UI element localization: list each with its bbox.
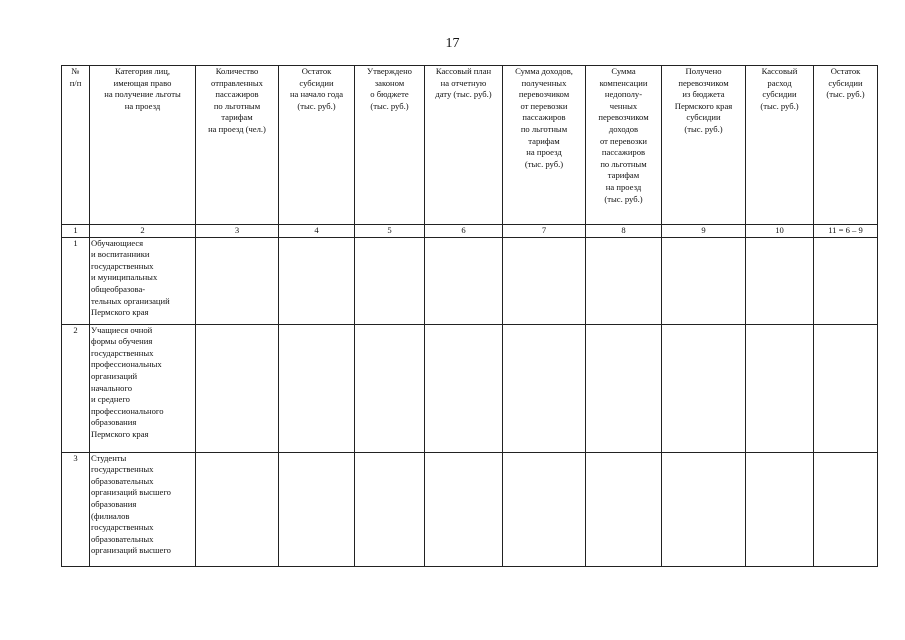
category-line: и муниципальных — [91, 272, 158, 283]
category-line: общеобразова- — [91, 283, 146, 294]
table-row — [62, 324, 878, 452]
empty-cell — [814, 452, 878, 566]
header-line: Категория лиц, — [114, 66, 171, 76]
empty-cell — [279, 237, 355, 324]
column-number: 5 — [355, 225, 425, 238]
category-line: Пермского края — [91, 428, 149, 439]
column-number: 2 — [90, 225, 196, 238]
header-line: Сумма доходов, — [515, 66, 573, 76]
category-line: государственных — [91, 464, 154, 475]
header-line: о бюджете — [370, 89, 409, 100]
empty-cell — [746, 452, 814, 566]
empty-cell — [503, 324, 586, 452]
column-number: 3 — [196, 225, 279, 238]
category-line: Обучающиеся — [91, 237, 144, 248]
header-line: (тыс. руб.) — [524, 158, 564, 169]
category-line: образовательных — [91, 533, 154, 544]
category-line: образования — [91, 498, 137, 509]
category-cell — [90, 324, 196, 452]
header-cell — [279, 66, 355, 225]
empty-cell — [662, 452, 746, 566]
category-line: и воспитанники — [91, 249, 150, 260]
header-line: Остаток — [301, 66, 332, 76]
column-number: 4 — [279, 225, 355, 238]
empty-cell — [814, 324, 878, 452]
empty-cell — [355, 324, 425, 452]
header-line: на проезд — [605, 181, 642, 192]
empty-cell — [586, 237, 662, 324]
row-number: 1 — [62, 237, 90, 324]
category-line: образовательных — [91, 475, 154, 486]
header-line: по льготным — [213, 100, 261, 111]
header-line: (тыс. руб.) — [604, 193, 643, 204]
header-line: субсидии — [299, 77, 334, 88]
header-line: тарифам — [607, 170, 640, 181]
header-line: полученных — [521, 77, 567, 88]
empty-cell — [279, 324, 355, 452]
header-line: на отчетную — [440, 77, 487, 88]
category-line: организаций высшего — [91, 487, 171, 498]
header-line: тарифам — [528, 135, 560, 146]
header-line: субсидии — [828, 77, 863, 88]
category-line: и среднего — [91, 394, 130, 405]
header-line: от перевозки — [520, 100, 568, 111]
column-number: 8 — [586, 225, 662, 238]
category-line: государственных — [91, 260, 154, 271]
header-line: (тыс. руб.) — [297, 100, 336, 111]
header-cell — [746, 66, 814, 225]
header-line: на получение льготы — [104, 89, 181, 100]
table-row — [62, 237, 878, 324]
header-cell — [90, 66, 196, 225]
header-line: пассажиров — [601, 147, 646, 158]
header-line: на проезд (чел.) — [208, 123, 266, 134]
empty-cell — [355, 237, 425, 324]
empty-cell — [279, 452, 355, 566]
header-line: недополу- — [604, 89, 643, 100]
category-line: формы обучения — [91, 336, 153, 347]
header-line: на проезд — [526, 147, 562, 158]
header-cell — [62, 66, 90, 225]
empty-cell — [662, 237, 746, 324]
category-line: государственных — [91, 522, 154, 533]
header-line: отправленных — [211, 77, 263, 88]
header-line: на начало года — [289, 89, 344, 100]
header-line: № — [71, 66, 80, 76]
category-line: (филиалов — [91, 510, 130, 521]
header-line: (тыс. руб.) — [760, 100, 799, 111]
empty-cell — [355, 452, 425, 566]
header-line: расход — [767, 77, 792, 88]
empty-cell — [425, 452, 503, 566]
header-line: имеющая право — [113, 77, 172, 88]
header-line: Сумма — [611, 66, 636, 76]
category-line: начального — [91, 382, 132, 393]
header-line: дату (тыс. руб.) — [435, 89, 492, 100]
category-line: Студенты — [91, 452, 127, 463]
empty-cell — [425, 324, 503, 452]
empty-cell — [425, 237, 503, 324]
header-line: перевозчиком — [518, 89, 570, 100]
empty-cell — [503, 237, 586, 324]
page-number: 17 — [445, 36, 460, 51]
column-number: 6 — [425, 225, 503, 238]
category-line: профессиональных — [91, 359, 162, 370]
category-line: организаций — [91, 370, 138, 381]
header-cell — [196, 66, 279, 225]
column-number: 1 — [62, 225, 90, 238]
header-line: по льготным — [520, 123, 568, 134]
header-line: (тыс. руб.) — [684, 123, 723, 134]
header-line: Количество — [215, 66, 259, 76]
header-line: Кассовый — [761, 66, 798, 76]
header-cell — [662, 66, 746, 225]
header-cell — [503, 66, 586, 225]
column-number: 7 — [503, 225, 586, 238]
column-number-row — [62, 225, 878, 238]
header-line: Остаток — [830, 66, 861, 76]
header-line: перевозчиком — [598, 112, 649, 123]
header-line: по льготным — [600, 158, 647, 169]
category-line: образования — [91, 417, 137, 428]
category-line: профессионального — [91, 405, 164, 416]
header-cell — [425, 66, 503, 225]
category-line: тельных организаций — [91, 295, 170, 306]
header-cell — [355, 66, 425, 225]
category-line: организаций высшего — [91, 545, 171, 556]
category-line: Учащиеся очной — [91, 324, 153, 335]
header-line: п/п — [69, 77, 82, 88]
header-line: (тыс. руб.) — [826, 89, 865, 100]
header-line: Пермского края — [674, 100, 733, 111]
header-line: пассажиров — [215, 89, 259, 100]
empty-cell — [586, 452, 662, 566]
column-number: 9 — [662, 225, 746, 238]
header-line: Утверждено — [367, 66, 412, 76]
header-line: субсидии — [762, 89, 797, 100]
empty-cell — [196, 324, 279, 452]
category-line: государственных — [91, 347, 154, 358]
header-cell — [814, 66, 878, 225]
empty-cell — [503, 452, 586, 566]
header-line: на проезд — [124, 100, 161, 111]
header-line: компенсации — [599, 77, 648, 88]
header-line: перевозчиком — [678, 77, 729, 88]
empty-cell — [814, 237, 878, 324]
header-line: Кассовый план — [435, 66, 492, 76]
category-cell — [90, 452, 196, 566]
empty-cell — [196, 452, 279, 566]
header-line: Получено — [685, 66, 722, 76]
header-row — [62, 66, 878, 225]
header-cell — [586, 66, 662, 225]
row-number: 2 — [62, 324, 90, 452]
header-line: тарифам — [221, 112, 253, 123]
category-line: Пермского края — [91, 307, 149, 318]
row-number: 3 — [62, 452, 90, 566]
empty-cell — [746, 237, 814, 324]
header-line: законом — [374, 77, 405, 88]
empty-cell — [586, 324, 662, 452]
table-row — [62, 452, 878, 566]
header-line: субсидии — [686, 112, 721, 123]
header-line: ченных — [609, 100, 638, 111]
empty-cell — [662, 324, 746, 452]
header-line: (тыс. руб.) — [370, 100, 409, 111]
column-number: 10 — [746, 225, 814, 238]
header-line: от перевозки — [599, 135, 648, 146]
header-line: доходов — [608, 123, 639, 134]
subsidy-report-table — [61, 65, 878, 567]
empty-cell — [196, 237, 279, 324]
header-line: из бюджета — [682, 89, 725, 100]
category-cell — [90, 237, 196, 324]
column-number: 11 = 6 – 9 — [814, 225, 878, 238]
header-line: пассажиров — [522, 112, 566, 123]
empty-cell — [746, 324, 814, 452]
